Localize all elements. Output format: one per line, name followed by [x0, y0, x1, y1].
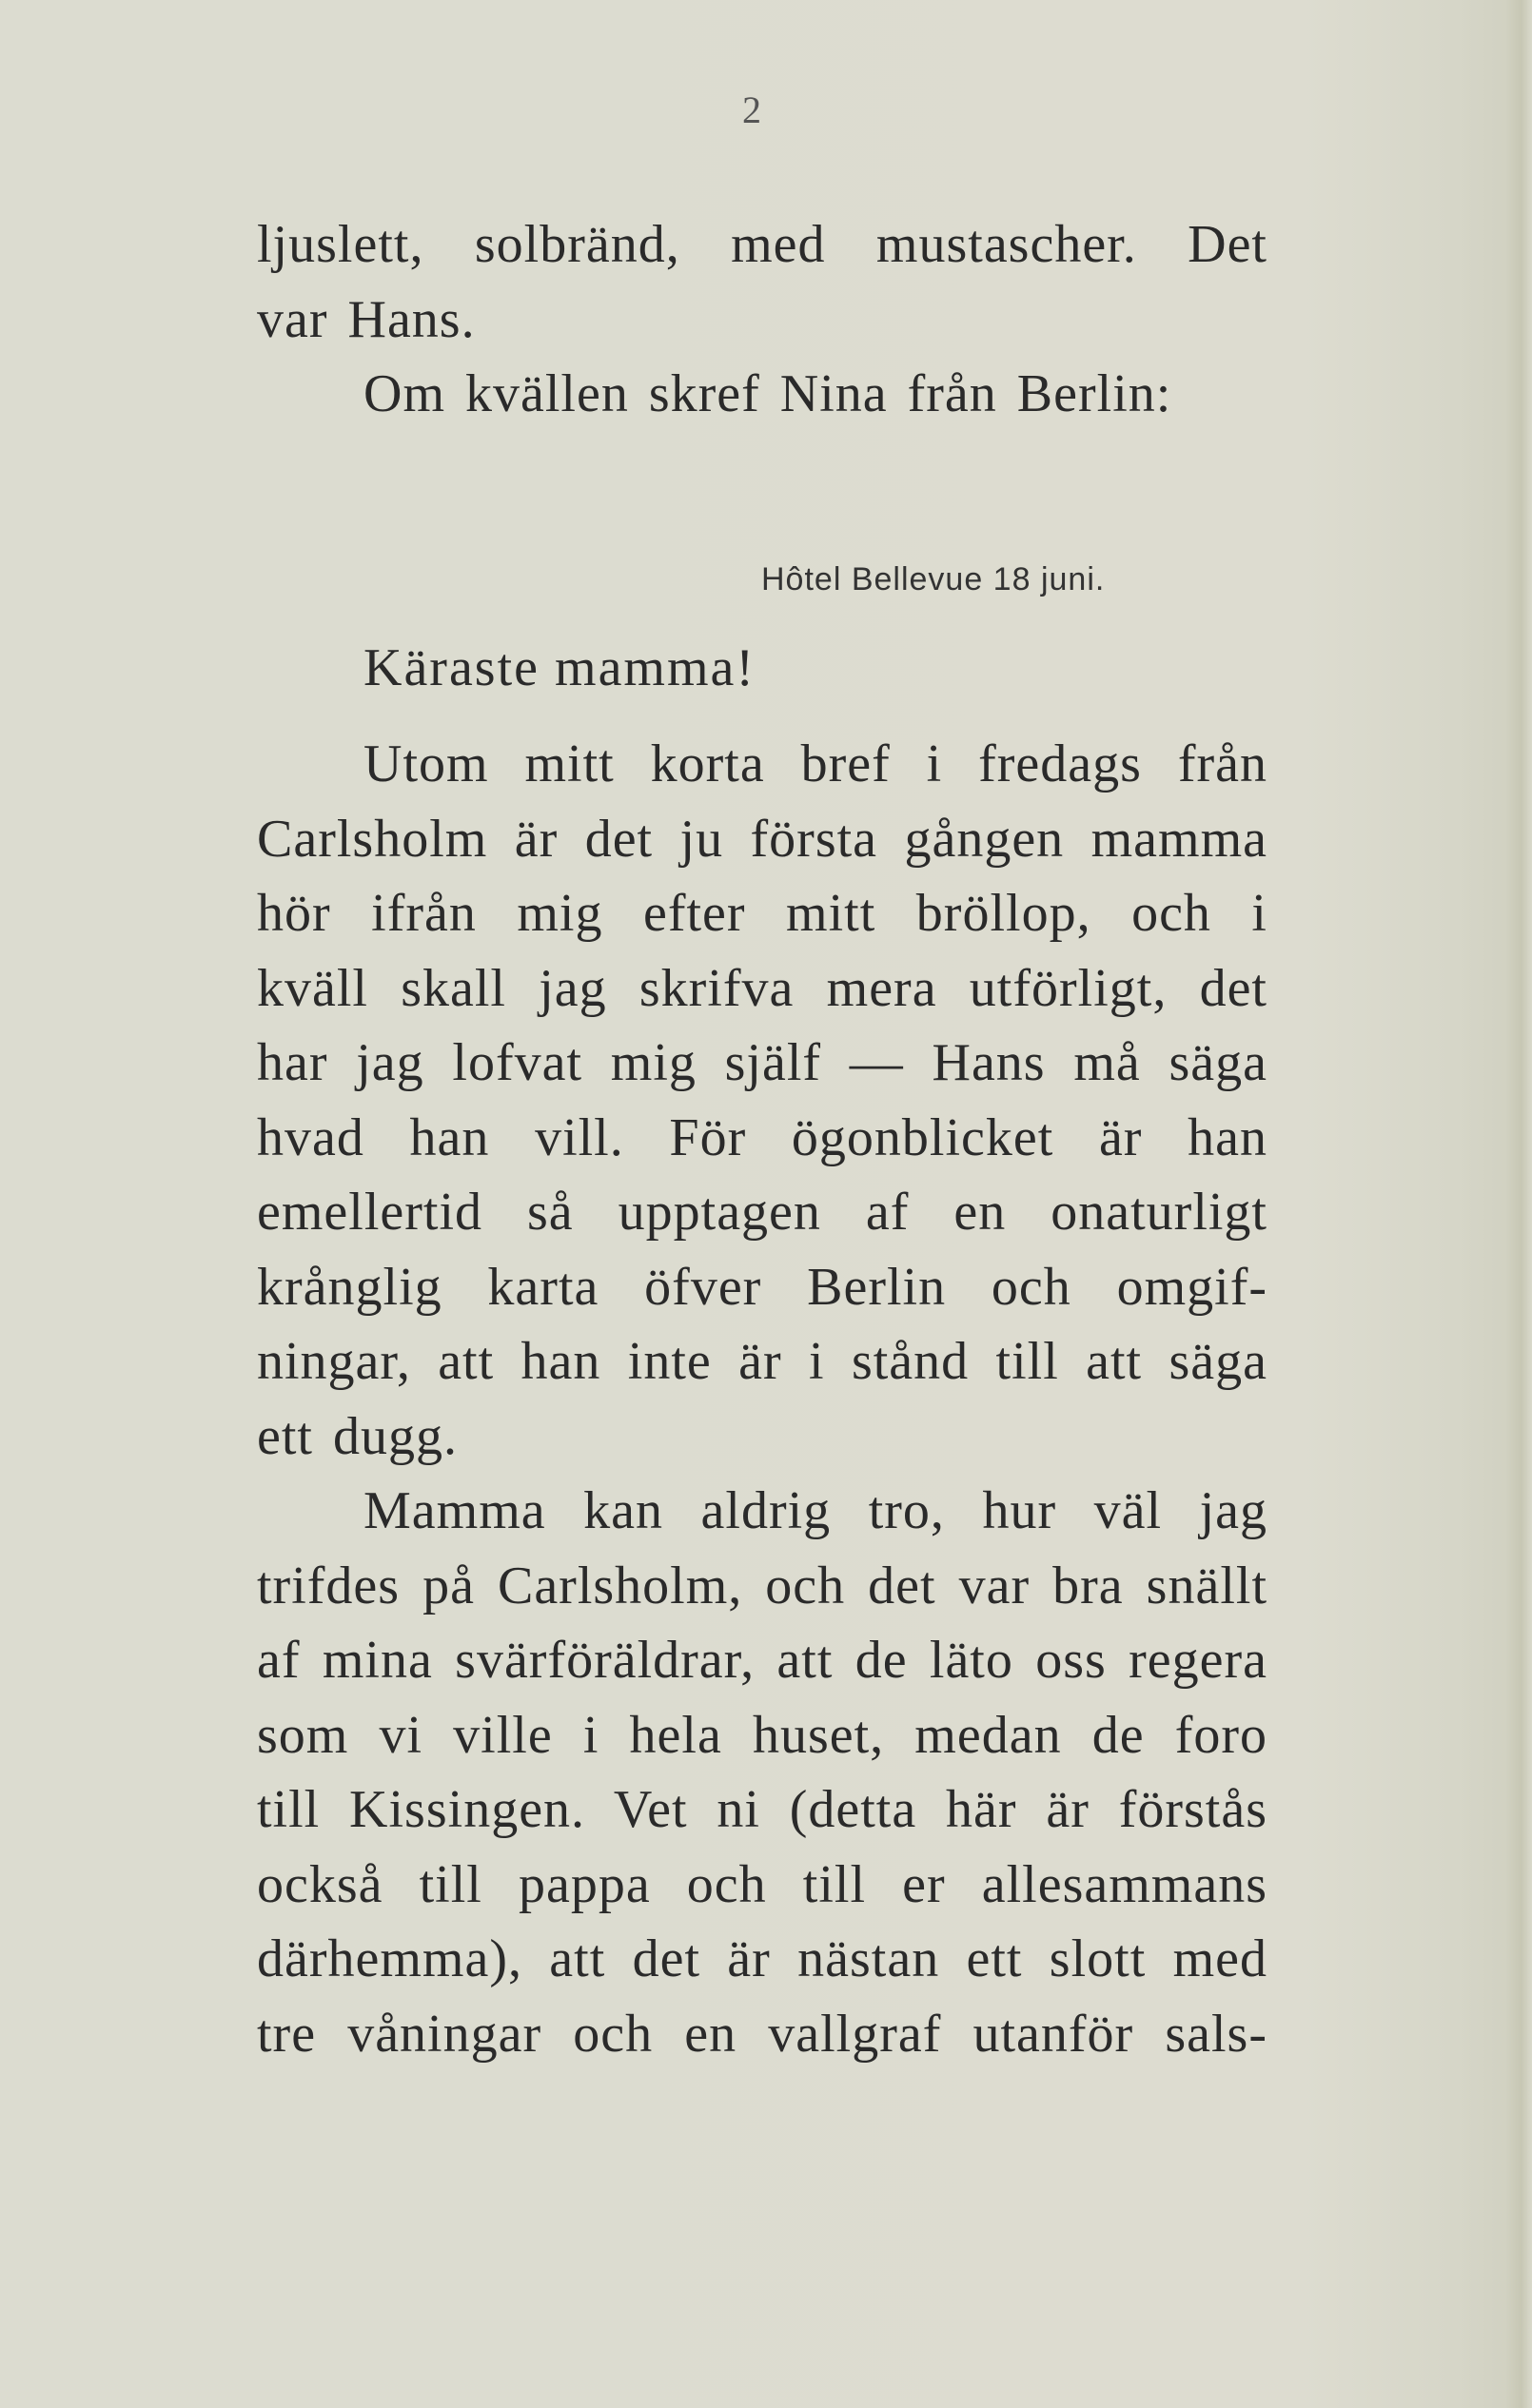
letter-paragraph-1 [257, 727, 1267, 1474]
text-line: hör ifrån mig efter mitt bröllop, och i [257, 884, 1267, 943]
text-line: till Kissingen. Vet ni (detta här är förstås [257, 1780, 1267, 1839]
text-line: krånglig karta öfver Berlin och omgif- [257, 1257, 1267, 1317]
text-line: hvad han vill. För ögonblicket är han [257, 1107, 1267, 1167]
text-line: Carlsholm är det ju första gången mamma [257, 809, 1267, 869]
page-edge [1505, 0, 1532, 2408]
text-line: ett dugg. [257, 1406, 458, 1466]
text-line: Utom mitt korta bref i fredags från [363, 734, 1267, 793]
letter-paragraph-2 [257, 1474, 1267, 2071]
text-line: har jag lofvat mig själf — Hans må säga [257, 1033, 1267, 1092]
opening-text [257, 207, 1267, 432]
text-line: tre våningar och en vallgraf utanför sals- [257, 2004, 1267, 2064]
text-line: ningar, att han inte är i stånd till att säga [257, 1332, 1267, 1391]
letter-dateline: Hôtel Bellevue 18 juni. [761, 561, 1106, 597]
text-line: också till pappa och till er allesammans [257, 1854, 1267, 1914]
letter-salutation: Käraste mamma! [363, 638, 756, 697]
text-line: trifdes på Carlsholm, och det var bra snällt [257, 1556, 1267, 1615]
text-line: var Hans. [257, 289, 476, 349]
text-line: emellertid så upptagen af en onaturligt [257, 1183, 1267, 1242]
text-line: ljuslett, solbränd, med mustascher. Det [257, 215, 1267, 274]
text-line: kväll skall jag skrifva mera utförligt, det [257, 958, 1267, 1018]
page-number: 2 [742, 88, 761, 131]
text-line: därhemma), att det är nästan ett slott med [257, 1929, 1267, 1988]
text-line: af mina svärföräldrar, att de läto oss regera [257, 1631, 1267, 1690]
text-line: Mamma kan aldrig tro, hur väl jag [363, 1481, 1267, 1540]
intro-line: Om kvällen skref Nina från Berlin: [363, 364, 1172, 423]
text-line: som vi ville i hela huset, medan de foro [257, 1705, 1267, 1765]
